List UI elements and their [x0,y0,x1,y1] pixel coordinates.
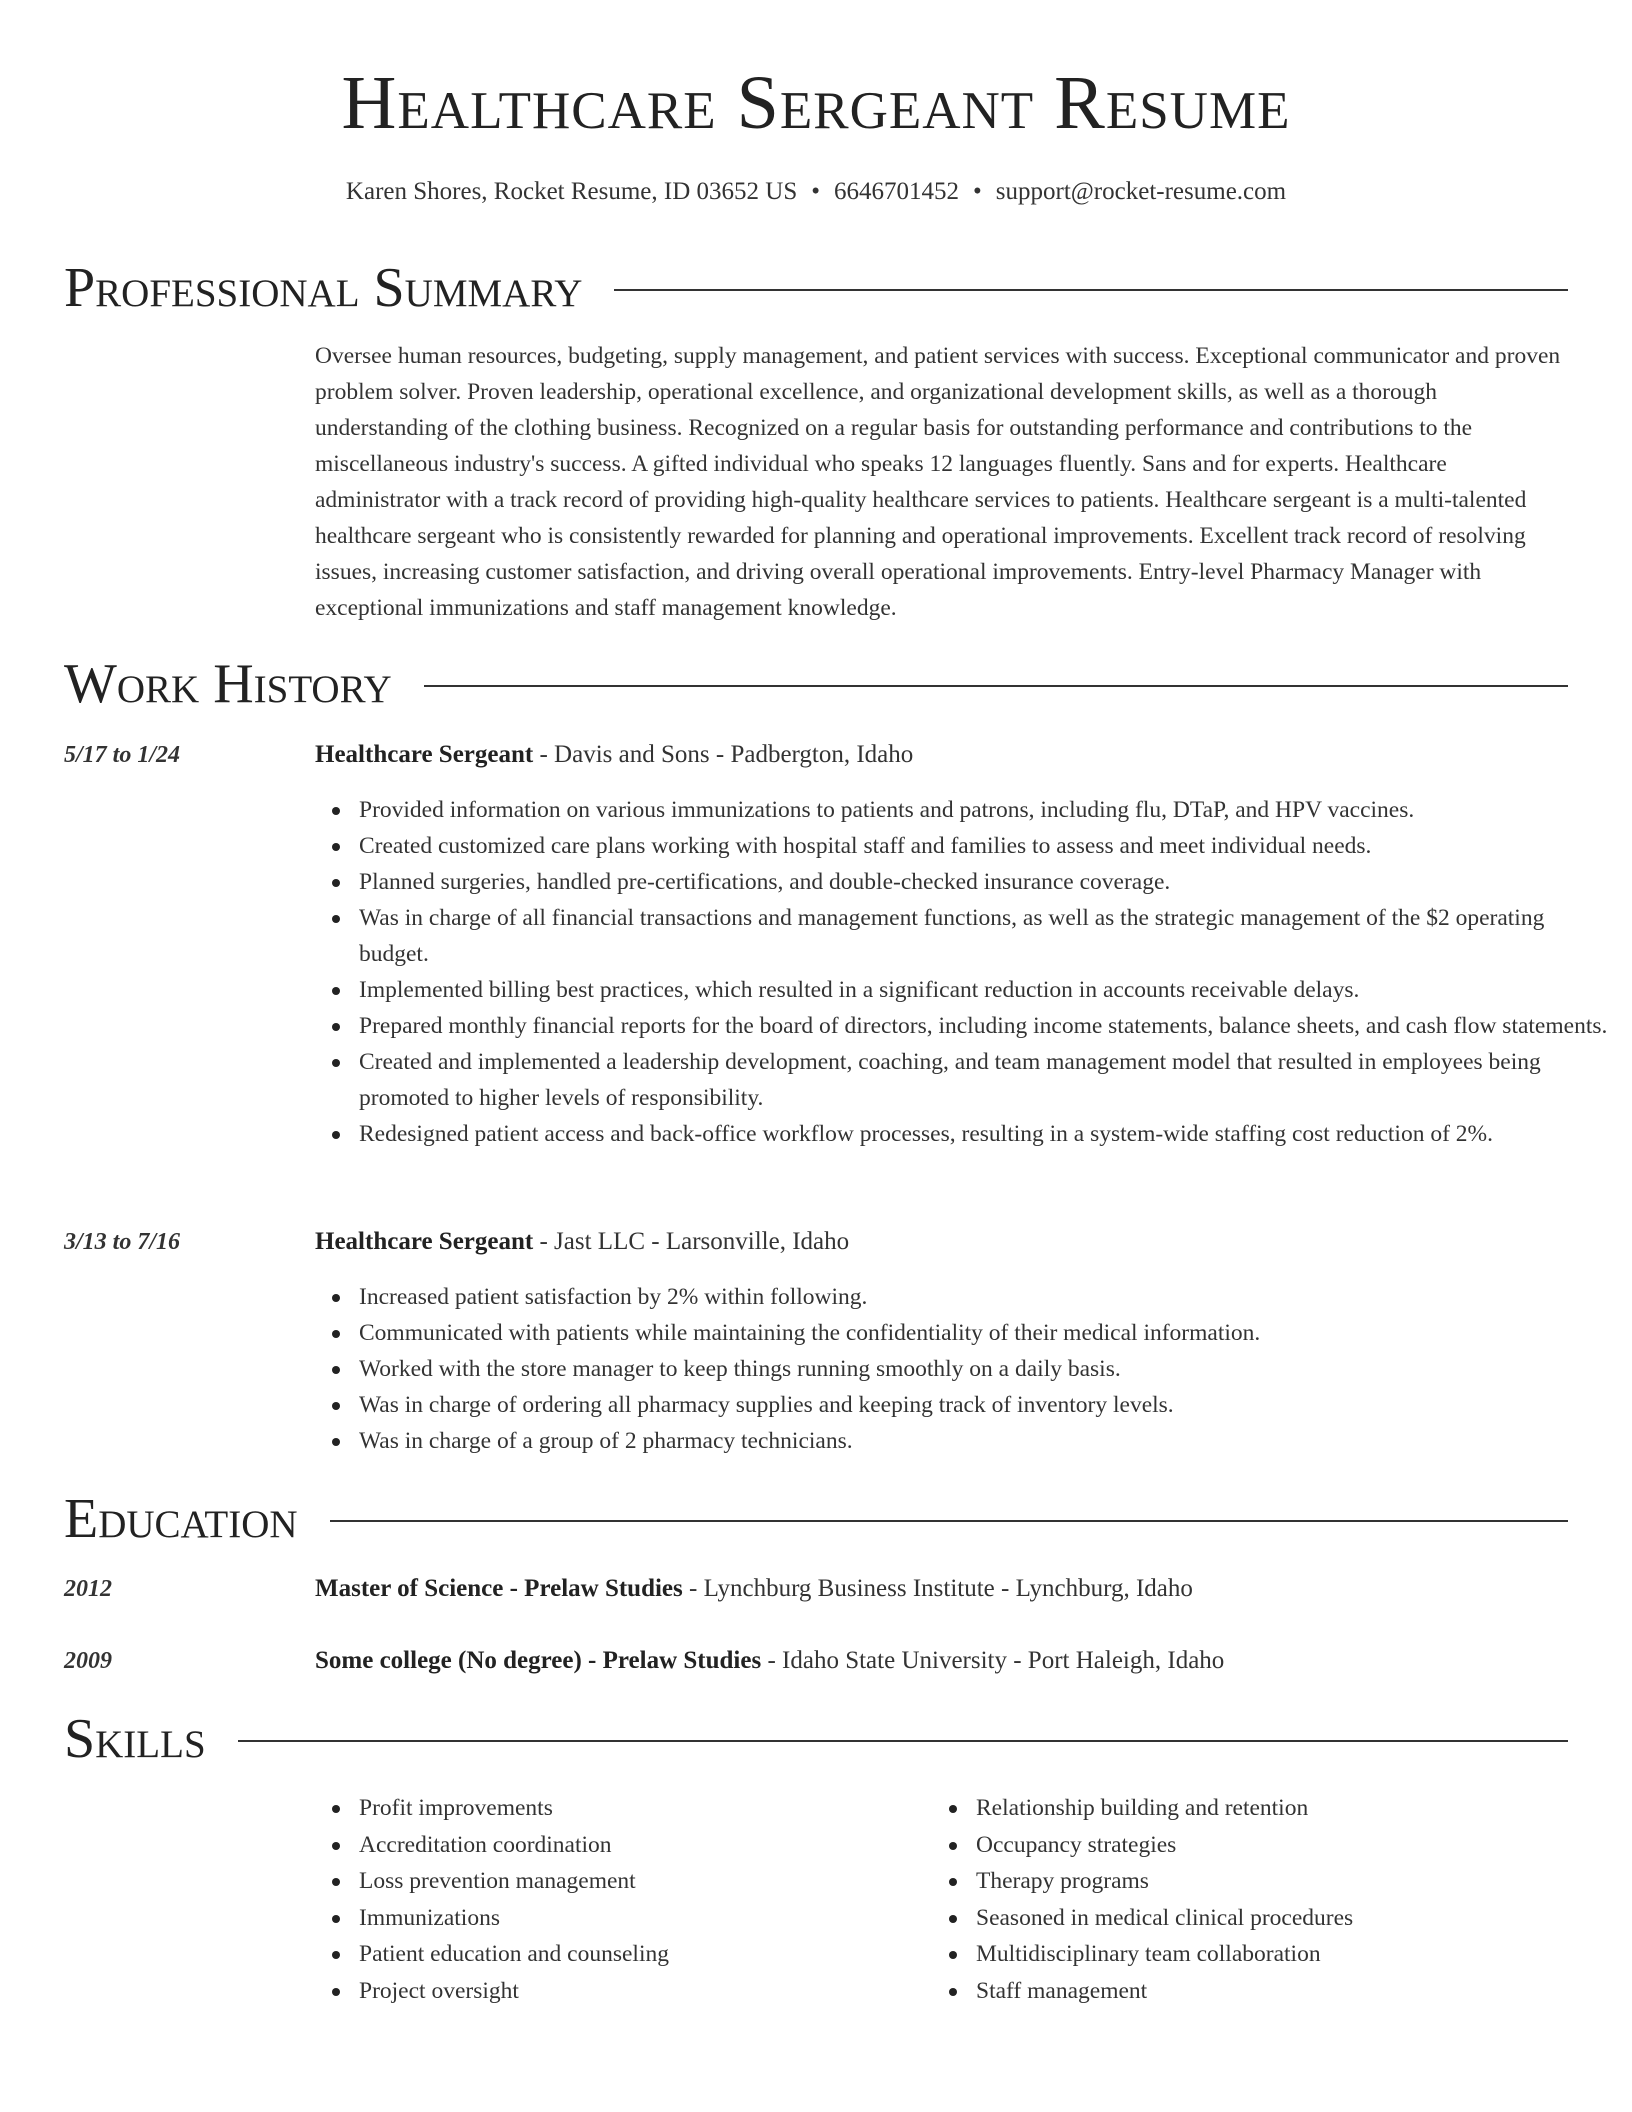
education-school-location: - Lynchburg Business Institute - Lynchburg, Idaho [682,1575,1193,1602]
job-dates: 5/17 to 1/24 [64,742,181,768]
education-entry [315,1571,1568,1607]
section-title-skills: Skills [64,1708,206,1770]
list-item: Worked with the store manager to keep things running smoothly on a daily basis. [359,1351,1612,1387]
contact-email[interactable]: support@rocket-resume.com [995,178,1287,205]
list-item: Provided information on various immunizations to patients and patrons, including flu, DTaP, and HPV vaccines. [359,792,1612,828]
section-header-summary [64,253,1568,323]
list-item: Communicated with patients while maintaining the confidentiality of their medical information. [359,1315,1612,1351]
job-title: Healthcare Sergeant [315,1228,534,1255]
skill-item: Relationship building and retention [976,1790,1612,1827]
skill-item: Immunizations [359,1900,939,1937]
job-duties-list [315,1279,1612,1459]
section-header-work-history [64,649,1568,719]
job-title: Healthcare Sergeant [315,741,534,768]
education-school-location: - Idaho State University - Port Haleigh, Idaho [761,1647,1225,1674]
education-entry [315,1643,1568,1679]
skill-item: Loss prevention management [359,1863,939,1900]
section-divider [330,1520,1568,1522]
list-item: Prepared monthly financial reports for the board of directors, including income statements, balance sheets, and cash flow statements. [359,1008,1612,1044]
skill-item: Occupancy strategies [976,1827,1612,1864]
list-item: Implemented billing best practices, which resulted in a significant reduction in accounts receivable delays. [359,972,1612,1008]
section-title-work-history: Work History [64,653,392,715]
professional-summary-text: Oversee human resources, budgeting, supply management, and patient services with success. Exceptional communicator and proven problem solver. Proven leadership, operational excellence, and organizational development skills, as well as a thorough understanding of the clothing business. Recognized on a regular basis for outstanding performance and contributions to the miscellaneous industry's success. A gifted individual who speaks 12 languages fluently. Sans and for experts. Healthcare administrator with a track record of providing high-quality healthcare services to patients. Healthcare sergeant is a multi-talented healthcare sergeant who is consistently rewarded for planning and operational improvements. Excellent track record of resolving issues, increasing customer satisfaction, and driving overall operational improvements. Entry-level Pharmacy Manager with exceptional immunizations and staff management knowledge. [315,343,1561,621]
job-employer-location: - Jast LLC - Larsonville, Idaho [533,1228,850,1255]
section-header-education [64,1484,1568,1554]
skills-list-left [315,1790,939,2010]
job-employer-location: - Davis and Sons - Padbergton, Idaho [533,741,914,768]
section-divider [614,289,1568,291]
list-item: Redesigned patient access and back-office workflow processes, resulting in a system-wide staffing cost reduction of 2%. [359,1116,1612,1152]
section-title-education: Education [64,1488,298,1550]
section-header-skills [64,1704,1568,1774]
education-year: 2009 [64,1648,112,1674]
contact-separator: • [973,178,982,205]
skill-item: Seasoned in medical clinical procedures [976,1900,1612,1937]
contact-address: Karen Shores, Rocket Resume, ID 03652 US [345,178,798,205]
contact-line [0,176,1632,208]
list-item: Created and implemented a leadership development, coaching, and team management model that resulted in employees being promoted to higher levels of responsibility. [359,1044,1612,1116]
job-heading [315,737,1568,773]
list-item: Was in charge of a group of 2 pharmacy technicians. [359,1423,1612,1459]
skill-item: Patient education and counseling [359,1936,939,1973]
job-duties-list [315,792,1612,1152]
skills-list-right [932,1790,1612,2010]
skill-item: Project oversight [359,1973,939,2010]
education-degree: Master of Science - Prelaw Studies [315,1575,683,1602]
job-heading [315,1224,1568,1260]
skill-item: Accreditation coordination [359,1827,939,1864]
education-degree: Some college (No degree) - Prelaw Studies [315,1647,762,1674]
resume-title: Healthcare Sergeant Resume [341,61,1291,145]
section-divider [238,1740,1568,1742]
contact-phone: 6646701452 [834,178,960,205]
skill-item: Staff management [976,1973,1612,2010]
skill-item: Profit improvements [359,1790,939,1827]
education-year: 2012 [64,1576,112,1602]
skill-item: Multidisciplinary team collaboration [976,1936,1612,1973]
list-item: Planned surgeries, handled pre-certifications, and double-checked insurance coverage. [359,864,1612,900]
skill-item: Therapy programs [976,1863,1612,1900]
list-item: Created customized care plans working with hospital staff and families to assess and meet individual needs. [359,828,1612,864]
list-item: Was in charge of ordering all pharmacy supplies and keeping track of inventory levels. [359,1387,1612,1423]
section-divider [424,685,1568,687]
section-title-summary: Professional Summary [64,257,583,319]
list-item: Increased patient satisfaction by 2% within following. [359,1279,1612,1315]
list-item: Was in charge of all financial transactions and management functions, as well as the strategic management of the $2 operating budget. [359,900,1612,972]
contact-separator: • [811,178,821,205]
job-dates: 3/13 to 7/16 [64,1229,181,1255]
